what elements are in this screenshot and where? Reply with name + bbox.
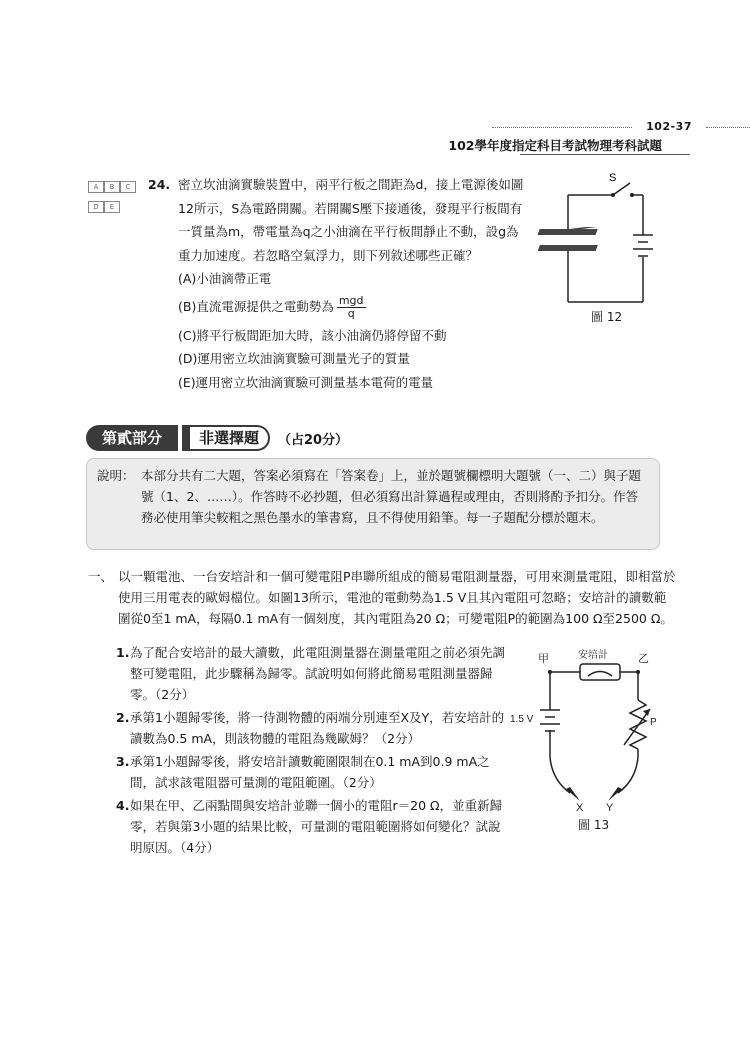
label-jia: 甲: [538, 653, 549, 665]
label-ammeter: 安培計: [578, 650, 608, 661]
option-c: (C)將平行板間距加大時，該小油滴仍將停留不動: [178, 327, 447, 343]
figure-12-caption: 圖 12: [591, 310, 623, 324]
instructions-text: 本部分共有二大題，答案必須寫在「答案卷」上，並於題號欄標明大題號（一、二）與子題號（1、2、……）。作答時不必抄題，但必須寫出計算過程或理由，否則將酌予扣分。作答務必使用筆尖較粗之黑色墨水的筆書寫，且不得使用鉛筆。每一子題配分標於題末。: [141, 468, 642, 525]
problem-text: 以一顆電池、一台安培計和一個可變電阻P串聯所組成的簡易電阻測量器，可用來測量電阻，即相當於使用三用電表的歐姆檔位。如圖13所示，電池的電動勢為1.5 V且其內電阻可忽略；安培計的讀數範圍從0至1 mA，每隔0.1 mA有一個刻度，其內電阻為20 Ω；可變電阻P的範圍為100 Ω至2500 Ω。: [118, 569, 676, 626]
switch-label: S: [609, 172, 617, 184]
tag: C: [120, 181, 136, 193]
tag: D: [88, 201, 104, 213]
page-number: 102-37: [646, 120, 692, 133]
subquestion: [116, 707, 506, 749]
figure-13-caption: 圖 13: [578, 818, 610, 832]
question-24: [148, 173, 528, 394]
bottom-plate: [538, 245, 598, 251]
label-yi: 乙: [638, 653, 649, 665]
subquestion: [116, 795, 506, 858]
topic-tags: [88, 174, 138, 214]
figure-12-circuit: [535, 165, 665, 310]
probe-y-tip: [608, 787, 622, 801]
subquestion: [116, 642, 506, 705]
fraction-numerator: mgd: [338, 293, 364, 307]
subquestion-number: 3.: [116, 754, 130, 769]
instructions-box: [86, 458, 660, 550]
section-part: 第貳部分: [86, 425, 178, 451]
tag: E: [104, 201, 120, 213]
exam-title: 102學年度指定科目考試物理考科試題: [448, 138, 662, 153]
fraction-denominator: q: [347, 306, 355, 320]
option-b-text: (B)直流電源提供之電動勢為: [178, 298, 334, 314]
subquestion-text: 承第1小題歸零後，將一待測物體的兩端分別連至X及Y，若安培計的讀數為0.5 mA，則該物體的電阻為幾歐姆？（2分）: [130, 710, 505, 746]
subquestion-list: [116, 642, 506, 860]
subquestion-text: 為了配合安培計的最大讀數，此電阻測量器在測量電阻之前必須先調整可變電阻，此步驟稱為歸零。試說明如何將此簡易電阻測量器歸零。（2分）: [130, 645, 506, 702]
option-a: (A)小油滴帶正電: [178, 271, 272, 286]
probe-x-tip: [566, 787, 580, 801]
subquestion-number: 1.: [116, 645, 130, 660]
header-rule: [520, 154, 690, 155]
subquestion-text: 如果在甲、乙兩點間與安培計並聯一個小的電阻r＝20 Ω，並重新歸零，若與第3小題的結果比較，可量測的電阻範圍將如何變化？試說明原因。（4分）: [130, 798, 503, 855]
option-d: (D)運用密立坎油滴實驗可測量光子的質量: [178, 351, 410, 366]
tag: B: [104, 181, 120, 193]
figure-13-circuit: [510, 645, 670, 815]
label-voltage: 1.5 V: [510, 714, 534, 725]
instructions-label: 說明：: [97, 468, 135, 483]
problem-mark: 一、: [88, 569, 114, 584]
section-name: 非選擇題: [182, 425, 270, 451]
option-b: [178, 295, 528, 320]
tag: A: [88, 181, 104, 193]
subquestion-text: 承第1小題歸零後，將安培計讀數範圍限制在0.1 mA到0.9 mA之間，試求該電阻器可量測的電阻範圍。（2分）: [130, 754, 490, 790]
problem-1-intro: [88, 566, 678, 629]
section-points: （占20分）: [278, 433, 349, 448]
subquestion-number: 4.: [116, 798, 130, 813]
subquestion: [116, 751, 506, 793]
question-number: 24.: [148, 177, 171, 192]
option-e: (E)運用密立坎油滴實驗可測量基本電荷的電量: [178, 374, 434, 390]
label-p: P: [650, 717, 657, 728]
label-x: X: [576, 802, 584, 814]
fraction: [337, 295, 366, 320]
question-stem: 密立坎油滴實驗裝置中，兩平行板之間距為d，接上電源後如圖12所示，S為電路開關。若開關S壓下接通後，發現平行板間有一質量為m，帶電量為q之小油滴在平行板間靜止不動，設g為重力加速度。若忽略空氣浮力，則下列敘述哪些正確？: [178, 177, 524, 263]
label-y: Y: [606, 802, 614, 814]
subquestion-number: 2.: [116, 710, 130, 725]
